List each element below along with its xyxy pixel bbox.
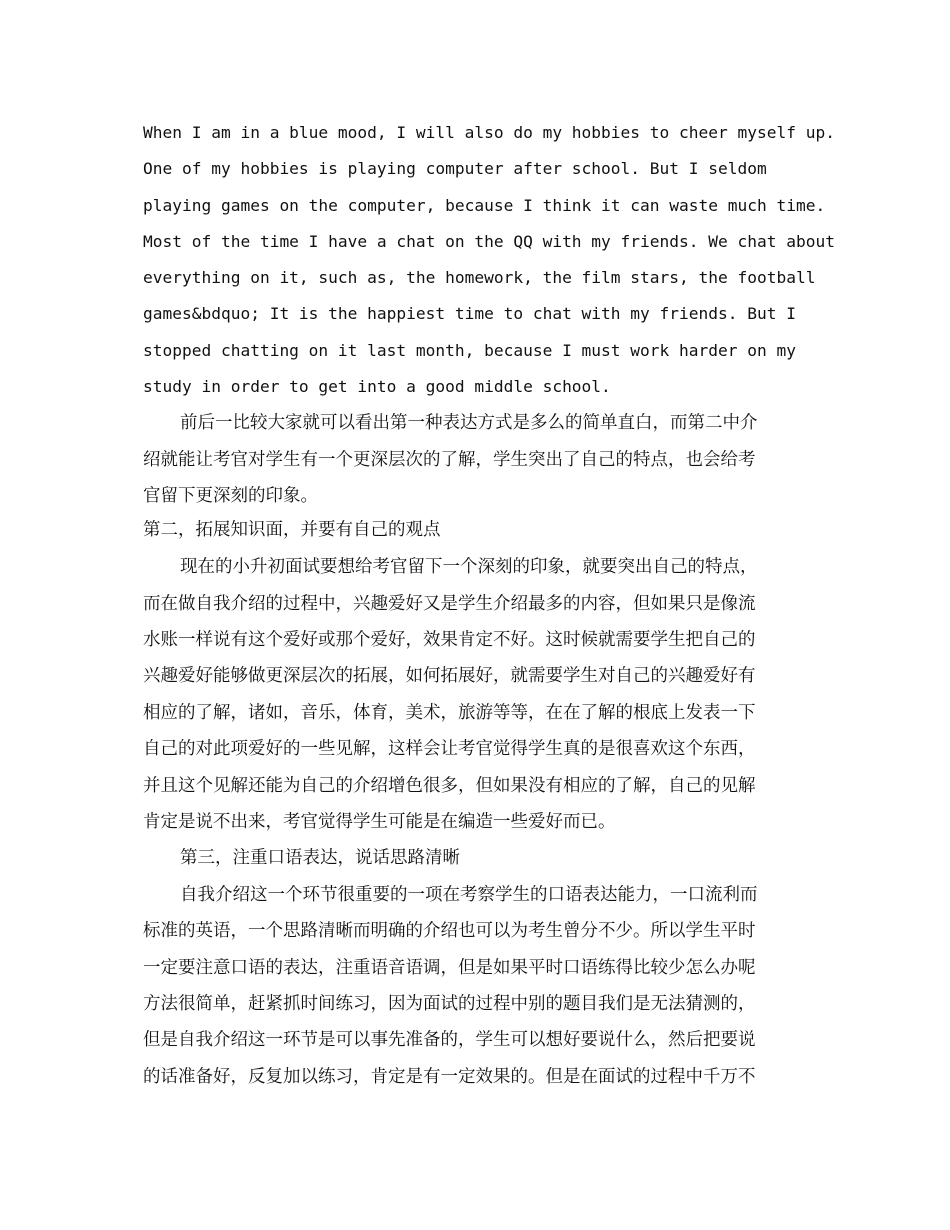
section-3-text-line: 的话准备好，反复加以练习，肯定是有一定效果的。但是在面试的过程中千万不 <box>143 1067 756 1087</box>
comparison-text-line: 绍就能让考官对学生有一个更深层次的了解，学生突出了自己的特点，也会给考 <box>143 450 756 470</box>
section-3-text-line: 一定要注意口语的表达，注重语音语调，但是如果平时口语练得比较少怎么办呢 <box>143 958 756 978</box>
section-2-text-line: 肯定是说不出来，考官觉得学生可能是在编造一些爱好而已。 <box>143 812 616 832</box>
english-text-line: everything on it, such as, the homework, the film stars, the football <box>143 268 816 287</box>
english-text-line: study in order to get into a good middle school. <box>143 377 611 396</box>
english-text-line: One of my hobbies is playing computer after school. But I seldom <box>143 159 767 178</box>
english-text-line: games&bdquo; It is the happiest time to chat with my friends. But I <box>143 304 796 323</box>
section-2-text-line: 水账一样说有这个爱好或那个爱好，效果肯定不好。这时候就需要学生把自己的 <box>143 630 756 650</box>
english-text-line: Most of the time I have a chat on the QQ with my friends. We chat about <box>143 232 835 251</box>
section-3-text-line: 标准的英语，一个思路清晰而明确的介绍也可以为考生曾分不少。所以学生平时 <box>143 921 756 941</box>
section-heading-2: 第二，拓展知识面，并要有自己的观点 <box>143 520 441 540</box>
section-2-text-line: 自己的对此项爱好的一些见解，这样会让考官觉得学生真的是很喜欢这个东西， <box>143 739 756 759</box>
english-text-line: When I am in a blue mood, I will also do my hobbies to cheer myself up. <box>143 123 835 142</box>
section-heading-3: 第三，注重口语表达，说话思路清晰 <box>180 848 460 868</box>
section-3-text-line: 但是自我介绍这一环节是可以事先准备的，学生可以想好要说什么，然后把要说 <box>143 1030 756 1050</box>
section-3-text-line: 方法很简单，赶紧抓时间练习，因为面试的过程中别的题目我们是无法猜测的， <box>143 994 756 1014</box>
section-2-text-line: 并且这个见解还能为自己的介绍增色很多，但如果没有相应的了解，自己的见解 <box>143 776 756 796</box>
english-text-line: stopped chatting on it last month, because I must work harder on my <box>143 341 796 360</box>
comparison-text-line: 官留下更深刻的印象。 <box>143 486 318 506</box>
section-2-text-line: 现在的小升初面试要想给考官留下一个深刻的印象，就要突出自己的特点， <box>180 557 758 577</box>
section-2-text-line: 兴趣爱好能够做更深层次的拓展，如何拓展好，就需要学生对自己的兴趣爱好有 <box>143 666 756 686</box>
english-text-line: playing games on the computer, because I think it can waste much time. <box>143 196 826 215</box>
section-2-text-line: 相应的了解，诸如，音乐，体育，美术，旅游等等，在在了解的根底上发表一下 <box>143 703 756 723</box>
section-3-text-line: 自我介绍这一个环节很重要的一项在考察学生的口语表达能力，一口流利而 <box>180 885 758 905</box>
comparison-text-line: 前后一比较大家就可以看出第一种表达方式是多么的简单直白，而第二中介 <box>180 413 758 433</box>
section-2-text-line: 而在做自我介绍的过程中，兴趣爱好又是学生介绍最多的内容，但如果只是像流 <box>143 594 756 614</box>
